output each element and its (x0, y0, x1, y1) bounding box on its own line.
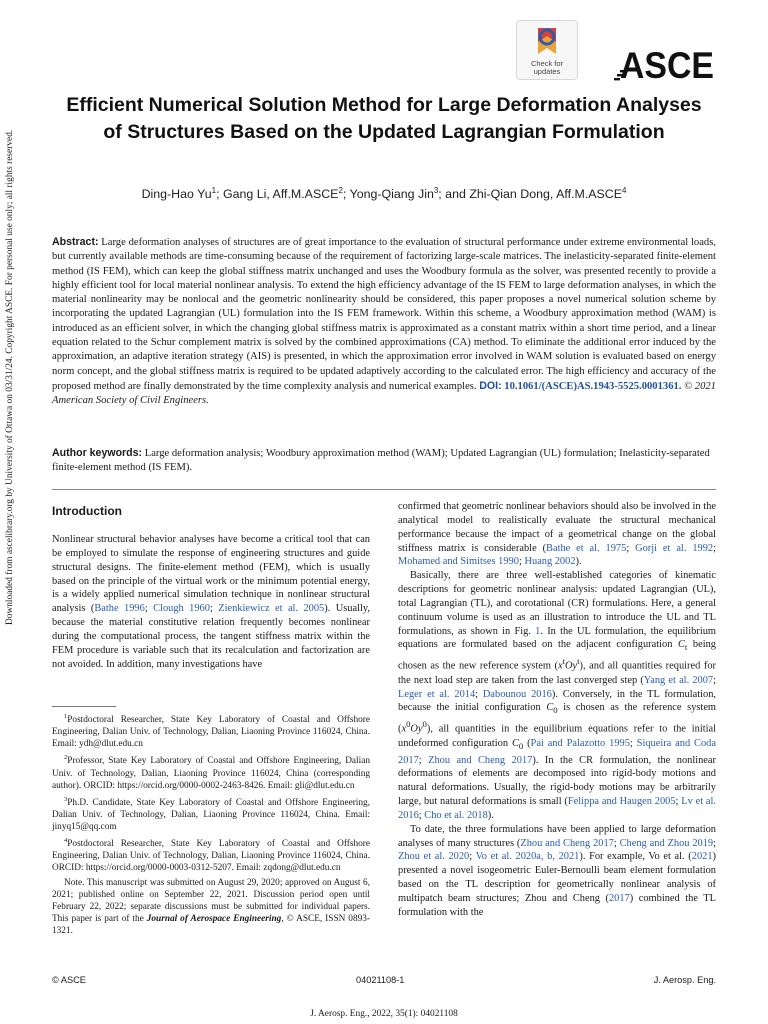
text-run: ; (469, 851, 476, 863)
reference-link[interactable]: Zhou et al. 2020 (398, 851, 470, 863)
text-run: ; (518, 556, 525, 568)
math-superscript: t (577, 656, 580, 667)
check-for-updates-badge[interactable] (516, 20, 578, 80)
footnote-mark: 4 (64, 837, 68, 845)
author-name: Ding-Hao Yu (141, 187, 212, 202)
author-name: Zhi-Qian Dong, Aff.M.ASCE (469, 187, 622, 202)
badge-line-1: Check for (530, 59, 564, 68)
math-subscript: 0 (553, 705, 558, 716)
manuscript-note (52, 877, 370, 937)
text-run: ; (613, 837, 620, 849)
text-run: ). (487, 809, 494, 821)
text-run: ; (418, 754, 429, 766)
abstract (52, 235, 716, 409)
text-run: ; (475, 688, 483, 700)
reference-link[interactable]: Bathe 1996 (94, 603, 145, 615)
footnotes (52, 711, 370, 939)
section-heading-introduction: Introduction (52, 504, 122, 518)
reference-link[interactable]: Clough 1960 (153, 603, 210, 615)
footnote (52, 711, 370, 750)
author-affiliation-mark: 3 (433, 186, 439, 195)
math-symbol: Oy (410, 723, 423, 735)
footnote-text: Postdoctoral Researcher, State Key Laboratory of Coastal and Offshore Engineering, Dalian Univ. of Technology, Dalian, Liaoning Province 116024, China. ORCID: https://orcid.org/0000-0003-0312-5207. Email: zqdong@dlut.edu.cn (52, 839, 370, 874)
reference-link[interactable]: Gorji et al. 1992 (635, 542, 714, 554)
text-run: ), and all quantities required for the next load step are taken from the last converged step ( (398, 660, 716, 686)
text-run: ; (713, 542, 716, 554)
reference-link[interactable]: Leger et al. 2014 (398, 688, 476, 700)
author-keywords (52, 446, 716, 476)
text-run: ; (626, 542, 636, 554)
asce-logo-text: ASCE (620, 45, 714, 84)
body-paragraph (398, 823, 716, 920)
download-notice: Downloaded from ascelibrary.org by University of Ottawa on 03/31/24. Copyright ASCE. For personal use only; all rights reserved. (5, 129, 15, 625)
math-subscript: t (684, 642, 688, 653)
text-run: ). (575, 556, 582, 568)
reference-link[interactable]: Mohamed and Simitses 1990 (398, 556, 519, 568)
reference-link[interactable]: Bathe et al. 1975 (546, 542, 627, 554)
text-run: ) presented a novel isogeometric Euler-Bernoulli beam element formulation based on the TL description for geometrically nonlinear analysis of multipatch beam structures; Zhou and Cheng ( (398, 851, 716, 904)
math-symbol: x (557, 660, 563, 672)
text-run: ; (713, 837, 717, 849)
text-run: ), all quantities in the equilibrium equations refer to the initial undeformed configuration (398, 723, 716, 749)
text-run: ). In the CR formulation, the nonlinear deformations of elements are decomposed into rigid-body motions and natural deformations. Usually, the rigid-body motions may be arbitrarily large, but natural deformations is small ( (398, 754, 716, 808)
reference-link[interactable]: Zienkiewicz et al. 2005 (218, 603, 325, 615)
reference-link[interactable]: Cho et al. 2018 (424, 809, 488, 821)
footnote-text: Professor, State Key Laboratory of Coastal and Offshore Engineering, Dalian Univ. of Technology, Dalian, Liaoning Province 116024, China (corresponding author). ORCID: https://orcid.org/0000-0002-2463-8426. Email: gli@dlut.edu.cn (52, 756, 370, 791)
text-run: ) combined the TL formulation with the (398, 892, 716, 918)
reference-link[interactable]: Zhou and Cheng 2017 (428, 754, 533, 766)
text-run: ). For example, Vo et al. ( (579, 851, 692, 863)
citation-line: J. Aerosp. Eng., 2022, 35(1): 04021108 (310, 1009, 458, 1019)
text-run: To date, the three formulations have been applied to large deformation analyses of many structures ( (398, 823, 716, 849)
text-run: ; (209, 603, 219, 615)
reference-link[interactable]: Lv et al. 2016 (398, 796, 716, 821)
text-run: being chosen as the new reference system ( (398, 639, 716, 672)
reference-link[interactable]: 2021 (691, 851, 713, 863)
author-separator: ; (342, 187, 350, 202)
abstract-label: Abstract: (52, 236, 99, 248)
reference-link[interactable]: Huang 2002 (524, 556, 576, 568)
text-run: ; (418, 809, 425, 821)
author-affiliation-mark: 1 (211, 186, 217, 195)
math-symbol: x (401, 723, 407, 735)
doi-link[interactable]: 10.1061/(ASCE)AS.1943-5525.0001361. (504, 380, 682, 392)
doi-label: DOI: (479, 379, 502, 392)
crossmark-icon (532, 26, 562, 58)
reference-link[interactable]: Dabounou 2016 (482, 688, 552, 700)
math-symbol: C (511, 737, 519, 749)
abstract-copyright: © 2021 American Society of Civil Engineers. (52, 380, 716, 407)
footnote-text: Ph.D. Candidate, State Key Laboratory of Coastal and Offshore Engineering, Dalian Univ. of Technology, Dalian, Liaoning Province 116024, China. Email: jinyq15@qq.com (52, 797, 370, 833)
right-column (398, 500, 716, 920)
footer-left: © ASCE (52, 975, 86, 985)
text-run: Basically, there are three well-established categories of kinematic descriptions for geometric nonlinear analysis: updated Lagrangian (UL), total Lagrangian (TL), and corotational (CR) formulations. Here, a general continuum volume is used as an illustration to introduce the UL and TL formulations, as shown in Fig. (398, 570, 716, 637)
journal-name: Journal of Aerospace Engineering (146, 913, 282, 924)
keywords-text: Large deformation analysis; Woodbury approximation method (WAM); Updated Lagrangian (UL) formulation; Inelasticity-separated finite-element method (IS FEM). (52, 448, 710, 474)
math-superscript: 0 (422, 719, 427, 730)
reference-link[interactable]: 2017 (608, 892, 630, 904)
author-name: Yong-Qiang Jin (349, 187, 434, 202)
footer-journal: J. Aerosp. Eng. (653, 975, 716, 985)
divider (52, 489, 716, 490)
reference-link[interactable]: 1 (535, 625, 541, 637)
note-text: Note. This manuscript was submitted on August 29, 2020; approved on August 6, 2021; published online on September 22, 2021. Discussion period open until February 22, 2022; separate discussions must be submitted for individual papers. This paper is part of the (52, 877, 370, 924)
reference-link[interactable]: Pai and Palazotto 1995 (530, 737, 630, 749)
footnote (52, 835, 370, 874)
math-subscript: 0 (518, 740, 524, 751)
text-run: ; (675, 796, 682, 808)
text-run: ). Conversely, in the TL formulation, because the initial configuration (398, 688, 716, 714)
article-title: Efficient Numerical Solution Method for Large Deformation Analyses of Structures Based on the Updated Lagrangian Formulation (66, 94, 702, 143)
footnote (52, 794, 370, 833)
body-paragraph (398, 500, 716, 569)
author-affiliation-mark: 2 (338, 186, 343, 195)
footer-page-id: 04021108-1 (356, 975, 405, 985)
footnote (52, 752, 370, 791)
footnote-divider (52, 706, 116, 707)
footnote-mark: 2 (64, 754, 68, 762)
author-separator: ; (216, 187, 223, 202)
text-run: is chosen as the reference system ( (398, 702, 717, 735)
footnote-mark: 3 (64, 795, 68, 803)
abstract-text: Large deformation analyses of structures are of great importance to the evaluation of structural performance under extreme environmental loads, but currently available methods are time-consuming because of the requirement of factorizing large-scale matrices. The inelasticity-separated finite-element method (IS FEM), which can keep the global stiffness matrix unchanged and uses the Woodbury formula as the solver, was presented recently to provide a highly efficient tool for local material nonlinear analysis. To extend the high efficiency advantage of the IS FEM to large deformation analyses, in which the material nonlinearity may be nonlocal and the geometric nonlinearity should be considered, this paper proposes a novel numerical solution scheme by incorporating the updated Lagrangian (UL) formulation into the IS FEM framework. Within this scheme, a Woodbury approximation method (WAM) is introduced as an efficient solver, in which the changing global stiffness matrix is approximated as a constant matrix within a short time period, and a linear equation related to the Schur complement matrix is solved by the combined approximations (CA) method. To eliminate the additional error induced by the approximation, an adaptive iteration strategy (AIS) is presented, in which the approximation error involved in WAM solution is evaluated based on energy norm concept, and the global stiffness matrix is required to be updated adaptively according to the calculated error. The high efficiency and accuracy of the proposed method are finally demonstrated by the time complexity analysis and numerical examples. (52, 237, 716, 392)
text-run: ; (629, 737, 637, 749)
footnote-mark: 1 (64, 713, 68, 720)
text-run: Nonlinear structural behavior analyses have become a critical tool that can be employed to simulate the response of engineering structures and guide structural designs. The finite-element method (FEM), which is usually based on the principle of the virtual work or the minimum potential energy, is a widely applied numerical simulation technique in nonlinear structural analysis ( (52, 534, 370, 615)
reference-link[interactable]: Cheng and Zhou 2019 (619, 837, 714, 849)
text-run: confirmed that geometric nonlinear behaviors should also be involved in the analytical model to realistically evaluate the structural mechanical performance because the impact of a geometrical change on the global stiffness matrix is considerable ( (398, 501, 716, 554)
math-superscript: 0 (406, 719, 411, 730)
asce-logo (612, 40, 716, 84)
left-column (52, 500, 370, 671)
reference-link[interactable]: Siqueira and Coda 2017 (398, 737, 716, 766)
badge-line-2: updates (533, 67, 561, 76)
author-list (60, 186, 708, 201)
math-superscript: t (562, 656, 565, 667)
text-run: ; (713, 674, 716, 686)
author-name: Gang Li, Aff.M.ASCE (222, 187, 339, 202)
note-tail: , © ASCE, ISSN 0893-1321. (52, 913, 370, 936)
text-run: ( (523, 737, 531, 749)
reference-link[interactable]: Vo et al. 2020a, b, 2021 (475, 851, 580, 863)
author-affiliation-mark: 4 (621, 186, 627, 195)
reference-link[interactable]: Felippa and Haugen 2005 (567, 796, 676, 808)
text-run: ; (144, 603, 154, 615)
text-run: ). Usually, because the material constitutive relation frequently becomes nonlinear during the computational process, the tangent stiffness matrix within the FEM procedure is variable such that its recalculation and factorization are not avoided. In addition, many investigations have (52, 603, 370, 670)
math-symbol: Oy (564, 660, 578, 672)
math-symbol: C (546, 702, 554, 714)
text-run: . In the UL formulation, the equilibrium equations are formulated based on the adjacent configuration (398, 625, 716, 651)
math-symbol: C (677, 639, 685, 651)
reference-link[interactable]: Zhou and Cheng 2017 (520, 837, 614, 849)
reference-link[interactable]: Yang et al. 2007 (643, 674, 714, 686)
footnote-text: Postdoctoral Researcher, State Key Laboratory of Coastal and Offshore Engineering, Dalian Univ. of Technology, Dalian, Liaoning Province 116024, China. Email: ydh@dlut.edu.cn (52, 715, 370, 750)
intro-paragraph (52, 533, 370, 671)
author-separator: ; and (438, 187, 470, 202)
keywords-label: Author keywords: (52, 447, 143, 459)
body-paragraph (398, 569, 716, 823)
